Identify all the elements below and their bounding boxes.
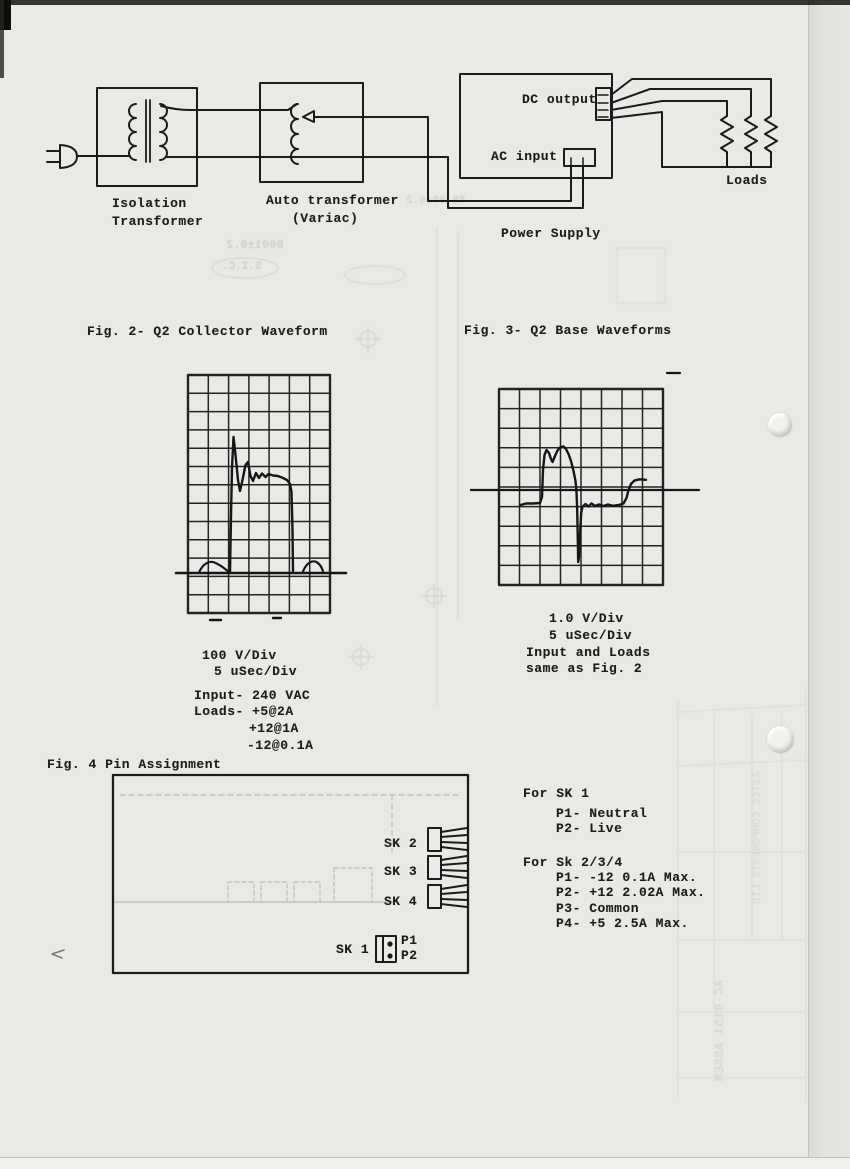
p1-label: P1 (401, 933, 418, 948)
fig3-caption: Fig. 3- Q2 Base Waveforms (464, 323, 672, 338)
sk1-label: SK 1 (336, 942, 370, 957)
ghost-dimension-text: 88.90±0.2 (406, 195, 466, 207)
punch-hole (767, 726, 794, 753)
ac-input-label: AC input (491, 149, 558, 164)
sk1-pin-row: P1- Neutral (556, 806, 648, 821)
punch-hole (768, 413, 792, 437)
sk234-pin-row: P4- +5 2.5A Max. (556, 916, 689, 931)
sk234-pin-row: P1- -12 0.1A Max. (556, 870, 698, 885)
fig3-time-scale: 5 uSec/Div (549, 628, 633, 643)
scan-edge-left (0, 0, 4, 78)
fig2-vertical-scale: 100 V/Div (202, 648, 277, 663)
p2-label: P2 (401, 948, 418, 963)
scan-edge-top (0, 0, 850, 5)
ghost-crosshair-icon (348, 326, 447, 670)
sk1-pin-row: P2- Live (556, 821, 623, 836)
fig2-input-condition: Input- 240 VAC (194, 688, 311, 703)
sk234-pin-header: For Sk 2/3/4 (523, 855, 623, 870)
fig3-note: same as Fig. 2 (526, 661, 643, 676)
ghost-dimension-text: S.I.C. (222, 261, 262, 273)
fig2-loads-condition: +12@1A (249, 721, 299, 736)
isolation-transformer-label: Transformer (112, 214, 204, 229)
fig3-note: Input and Loads (526, 645, 651, 660)
auto-transformer-label: Auto transformer (266, 193, 399, 208)
sk1-pin-header: For SK 1 (523, 786, 590, 801)
sk234-pin-row: P3- Common (556, 901, 640, 916)
scan-edge-bottom (0, 1157, 850, 1169)
fig2-loads-condition: -12@0.1A (247, 738, 314, 753)
power-supply-label: Power Supply (501, 226, 601, 241)
sk3-label: SK 3 (384, 864, 418, 879)
ghost-dimension-text: 8001±0.2 (226, 238, 284, 252)
dc-output-label: DC output (522, 92, 597, 107)
fig2-time-scale: 5 uSec/Div (214, 664, 298, 679)
ghost-company-text: ASTEC COMPONENTS LTD (752, 772, 764, 905)
sk234-pin-row: P2- +12 2.02A Max. (556, 885, 706, 900)
isolation-transformer-label: Isolation (112, 196, 187, 211)
sk2-label: SK 2 (384, 836, 418, 851)
sk4-label: SK 4 (384, 894, 418, 909)
fig2-loads-condition: Loads- +5@2A (194, 704, 294, 719)
paper-right-edge (808, 0, 850, 1169)
loads-label: Loads (726, 173, 768, 188)
fig2-caption: Fig. 2- Q2 Collector Waveform (87, 324, 328, 339)
ghost-drawing-title-text: AC-9151 ASSEM (712, 980, 727, 1082)
fig3-vertical-scale: 1.0 V/Div (549, 611, 624, 626)
auto-transformer-label: (Variac) (292, 211, 359, 226)
fig4-caption: Fig. 4 Pin Assignment (47, 757, 222, 772)
